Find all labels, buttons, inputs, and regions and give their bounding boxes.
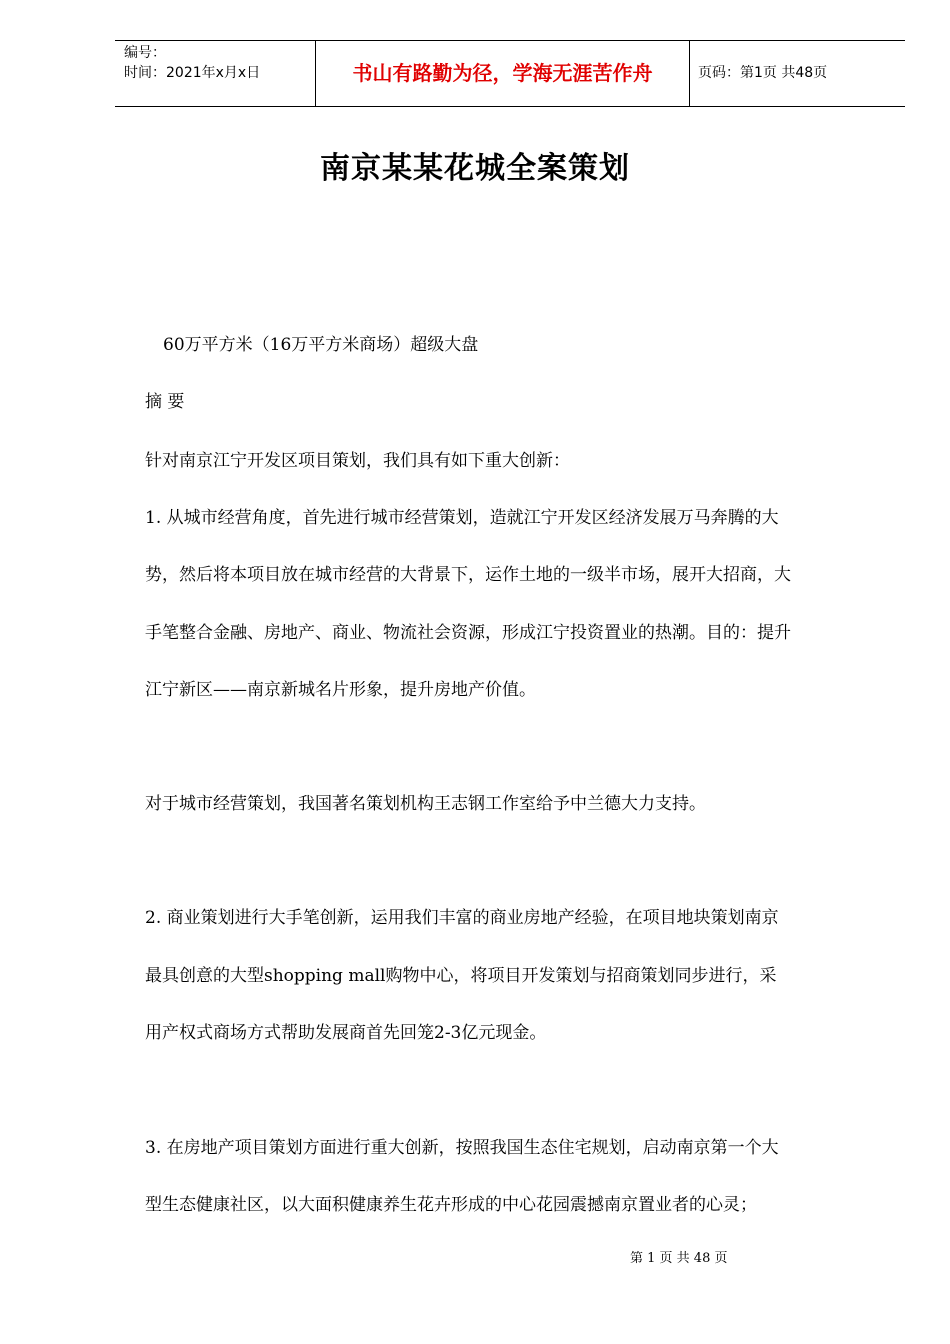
document-time-label: 时间：2021年x月x日 — [124, 65, 261, 81]
header-meta-cell — [115, 41, 316, 106]
item2-line: 2. 商业策划进行大手笔创新，运用我们丰富的商业房地产经验，在项目地块策划南京 — [145, 908, 779, 928]
item1-line: 江宁新区——南京新城名片形象，提升房地产价值。 — [145, 680, 536, 700]
page-header — [115, 40, 905, 107]
document-title: 南京某某花城全案策划 — [320, 151, 630, 186]
item1-line: 手笔整合金融、房地产、商业、物流社会资源，形成江宁投资置业的热潮。目的：提升 — [145, 623, 791, 643]
header-page-info: 页码：第1页 共48页 — [698, 65, 828, 81]
page-footer: 第 1 页 共 48 页 — [630, 1251, 728, 1266]
abstract-heading: 摘 要 — [145, 392, 185, 412]
item1-line: 1. 从城市经营角度，首先进行城市经营策划，造就江宁开发区经济发展万马奔腾的大 — [145, 508, 779, 528]
support-paragraph: 对于城市经营策划，我国著名策划机构王志钢工作室给予中兰德大力支持。 — [145, 794, 706, 814]
intro-paragraph: 针对南京江宁开发区项目策划，我们具有如下重大创新： — [145, 451, 570, 471]
document-number-label: 编号： — [124, 45, 166, 61]
document-subtitle: 60万平方米（16万平方米商场）超级大盘 — [163, 335, 479, 355]
header-motto: 书山有路勤为径，学海无涯苦作舟 — [316, 41, 690, 106]
item2-line: 用产权式商场方式帮助发展商首先回笼2-3亿元现金。 — [145, 1023, 547, 1043]
item3-line: 型生态健康社区，以大面积健康养生花卉形成的中心花园震撼南京置业者的心灵； — [145, 1195, 757, 1215]
item3-line: 3. 在房地产项目策划方面进行重大创新，按照我国生态住宅规划，启动南京第一个大 — [145, 1138, 779, 1158]
item1-line: 势，然后将本项目放在城市经营的大背景下，运作土地的一级半市场，展开大招商，大 — [145, 565, 791, 585]
item2-line: 最具创意的大型shopping mall购物中心，将项目开发策划与招商策划同步进行，采 — [145, 966, 777, 986]
